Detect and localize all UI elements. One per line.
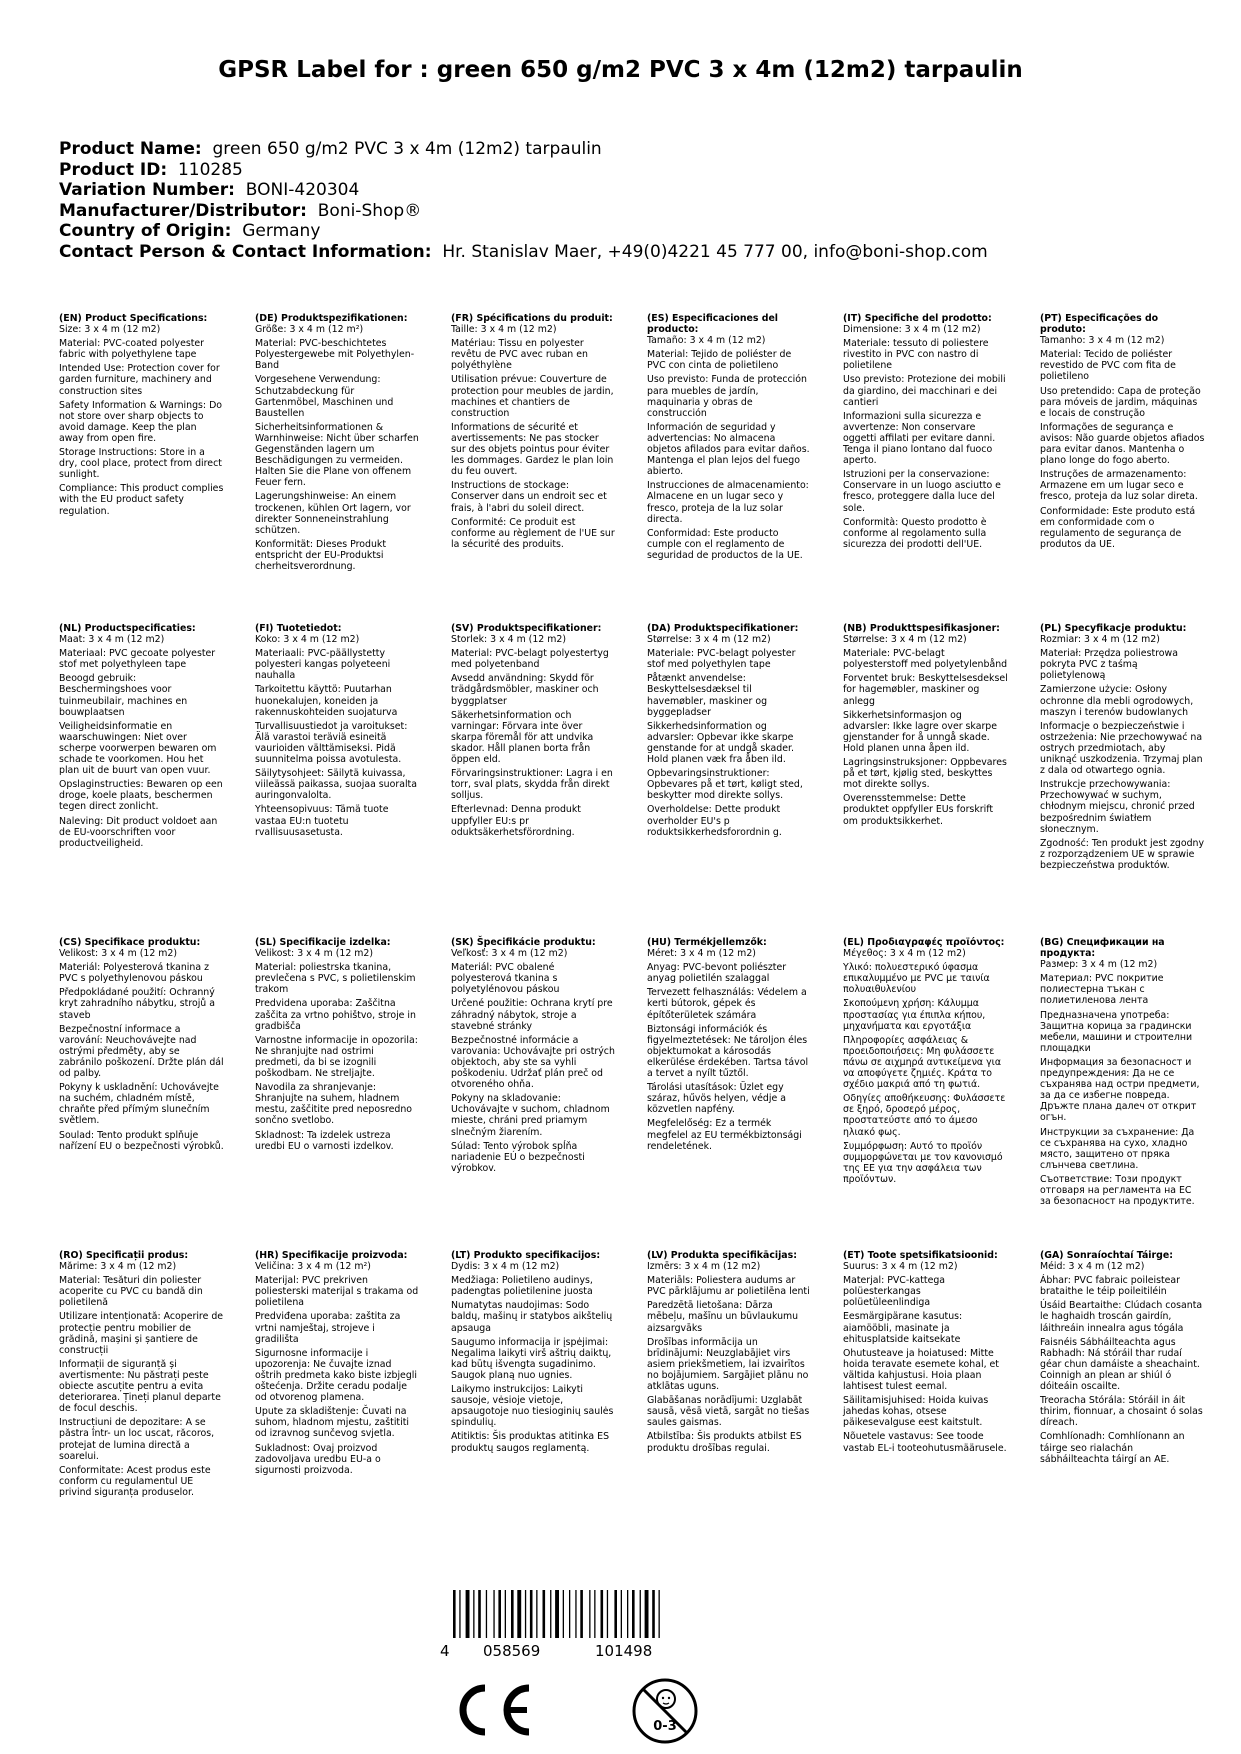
- spec-paragraph: Säkerhetsinformation och varningar: Förvara inte över skarpa föremål för att undvika skador. Håll planen borta från öppen eld.: [451, 709, 594, 766]
- spec-paragraph: Naleving: Dit product voldoet aan de EU-voorschriften voor productveiligheid.: [59, 815, 218, 849]
- spec-paragraph: Saugumo informacija ir įspėjimai: Negalima laikyti virš aštrių daiktų, kad būtų išvengta sugadinimo. Saugok planą nuo ugnies.: [451, 1336, 612, 1381]
- barcode-bar: [536, 1590, 537, 1638]
- spec-paragraph: Ohutusteave ja hoiatused: Mitte hoida teravate esemete kohal, et vältida kahjustusi. Hoia plaan lahtisest tulest eemal.: [843, 1347, 999, 1393]
- spec-paragraph: Materiaali: PVC-päällystetty polyesteri kangas polyeteeni nauhalla: [255, 648, 391, 682]
- spec-paragraph: Materiál: Polyesterová tkanina z PVC s polyethylenovou páskou: [59, 962, 210, 985]
- spec-paragraph: Veiligheidsinformatie en waarschuwingen: Niet over scherpe voorwerpen bewaren om schade te voorkomen. Hou het plan uit de buurt van open vuur.: [59, 720, 217, 777]
- spec-paragraph: Drošības informācija un brīdinājumi: Neuzglabājiet virs asiem priekšmetiem, lai izvairītos no bojājumiem. Sargājiet plānu no atklātas uguns.: [647, 1336, 809, 1393]
- spec-paragraph: Opbevaringsinstruktioner: Opbevares på et tørt, køligt sted, beskytter mod direkte sollys.: [647, 768, 803, 802]
- spec-paragraph: Materiale: PVC-belagt polyester stof med polyethylen tape: [647, 648, 796, 671]
- spec-heading: (HU) Termékjellemzők:: [647, 937, 767, 948]
- spec-paragraph: Koko: 3 x 4 m (12 m2): [255, 634, 360, 646]
- spec-block: [647, 313, 812, 564]
- spec-paragraph: Materiale: PVC-belagt polyesterstoff med polyetylenbånd: [843, 648, 1008, 671]
- barcode-bar: [652, 1590, 655, 1638]
- spec-paragraph: Информация за безопасност и предупреждения: Да не се съхранява над остри предмети, за да се избегне повреда. Дръжте плана далеч от открит огън.: [1040, 1056, 1200, 1124]
- spec-paragraph: Материал: PVC покритие полиестерна тъкан с полиетиленова лента: [1040, 973, 1164, 1007]
- spec-block: [1040, 313, 1205, 553]
- spec-paragraph: Súlad: Tento výrobok spĺňa nariadenie EÚ o bezpečnosti výrobkov.: [451, 1140, 585, 1174]
- spec-paragraph: Zgodność: Ten produkt jest zgodny z rozporządzeniem UE w sprawie bezpieczeństwa produktów.: [1040, 837, 1205, 871]
- spec-paragraph: Biztonsági információk és figyelmeztetések: Ne tároljon éles objektumokat a károsodás elkerülése érdekében. Tartsa távol a tervet a nyílt tűztől.: [647, 1023, 809, 1080]
- spec-paragraph: Material: Tejido de poliéster de PVC con cinta de polietileno: [647, 349, 792, 372]
- spec-paragraph: Numatytas naudojimas: Sodo baldų, mašinų ir statybos aikštelių apsauga: [451, 1300, 613, 1334]
- spec-paragraph: Skladnost: Ta izdelek ustreza uredbi EU o varnosti izdelkov.: [255, 1129, 394, 1152]
- spec-paragraph: Vorgesehene Verwendung: Schutzabdeckung für Gartenmöbel, Maschinen und Baustellen: [255, 374, 394, 419]
- info-variation-number: Variation Number: BONI-420304: [59, 180, 360, 200]
- spec-paragraph: Turvallisuustiedot ja varoitukset: Älä varastoi teräviä esineitä vaurioiden välttämiseksi. Pidä suunnitelma poissa avotulesta.: [255, 720, 408, 766]
- spec-paragraph: Bezpečnostné informácie a varovania: Uchovávajte pri ostrých objektoch, aby ste sa vyhli poškodeniu. Udržať plán preč od otvoreného ohňa.: [451, 1034, 615, 1091]
- spec-paragraph: Material: Tesături din poliester acoperite cu PVC cu bandă din polietilenă: [59, 1275, 203, 1309]
- spec-paragraph: Predviđena uporaba: zaštita za vrtni namještaj, strojeve i gradilišta: [255, 1311, 401, 1345]
- spec-paragraph: Storage Instructions: Store in a dry, cool place, protect from direct sunlight.: [59, 447, 222, 481]
- barcode-bar: [659, 1590, 660, 1638]
- spec-paragraph: Opslaginstructies: Bewaren op een droge, koele plaats, beschermen tegen direct zonlicht.: [59, 779, 223, 813]
- age-warning-icon: [630, 1676, 700, 1746]
- spec-paragraph: Materiał: Przędza poliestrowa pokryta PVC z taśmą polietylenową: [1040, 648, 1178, 682]
- spec-block: [255, 313, 420, 575]
- spec-paragraph: Υλικό: πολυεστερικό ύφασμα επικαλυμμένο με PVC με ταινία πολυαιθυλενίου: [843, 962, 990, 996]
- spec-paragraph: Anyag: PVC-bevont poliészter anyag polietilén szalaggal: [647, 962, 787, 985]
- spec-paragraph: Размер: 3 x 4 m (12 m2): [1040, 959, 1158, 971]
- spec-heading: (PT) Especificações do produto:: [1040, 313, 1159, 336]
- spec-paragraph: Σκοπούμενη χρήση: Κάλυμμα προστασίας για έπιπλα κήπου, μηχανήματα και εργοτάξια: [843, 998, 986, 1032]
- spec-block: [1040, 1250, 1205, 1468]
- spec-block: [59, 313, 224, 520]
- info-product-name: Product Name: green 650 g/m2 PVC 3 x 4m (12m2) tarpaulin: [59, 139, 602, 159]
- barcode-digit-first: 4: [440, 1642, 450, 1660]
- spec-heading: (HR) Specifikacije proizvoda:: [255, 1250, 408, 1261]
- age-warning-label: 0-3: [653, 1719, 677, 1734]
- spec-paragraph: Conformità: Questo prodotto è conforme al regolamento sulla sicurezza dei prodotti dell'UE.: [843, 516, 987, 550]
- spec-paragraph: Varnostne informacije in opozorila: Ne shranjujte nad ostrimi predmeti, da bi se izognili poškodbam. Ne streljajte.: [255, 1034, 418, 1080]
- spec-paragraph: Sigurnosne informacije i upozorenja: Ne čuvajte iznad oštrih predmeta kako biste izbjegli oštećenja. Držite ceradu podalje od otvorenog plamena.: [255, 1347, 417, 1404]
- spec-paragraph: Material: Tecido de poliéster revestido de PVC com fita de polietileno: [1040, 349, 1176, 383]
- barcode-bar: [569, 1590, 570, 1638]
- spec-block: [59, 623, 224, 852]
- spec-heading: (SV) Produktspecifikationer:: [451, 623, 602, 634]
- info-contact: Contact Person & Contact Information: Hr. Stanislav Maer, +49(0)4221 45 777 00, info@boni-shop.com: [59, 241, 988, 262]
- spec-paragraph: Veľkosť: 3 x 4 m (12 m2): [451, 948, 568, 960]
- spec-paragraph: Treoracha Stórála: Stóráil in áit thirim, fionnuar, a chosaint ó solas díreach.: [1040, 1395, 1203, 1429]
- barcode-bar: [459, 1590, 460, 1638]
- spec-paragraph: Инструкции за съхранение: Да се съхранява на сухо, хладно място, защитено от пряка слънчева светлина.: [1040, 1126, 1195, 1171]
- spec-paragraph: Faisnéis Sábháilteachta agus Rabhadh: Ná stóráil thar rudaí géar chun damáiste a sheachaint. Coinnigh an plean ar shiúl ó dóiteáin oscailte.: [1040, 1336, 1200, 1393]
- spec-paragraph: Ábhar: PVC fabraic poileistear brataithe le téip poileitiléin: [1040, 1275, 1181, 1298]
- barcode-bar: [632, 1590, 635, 1638]
- spec-block: [843, 623, 1008, 830]
- spec-paragraph: Upute za skladištenje: Čuvati na suhom, hladnom mjestu, zaštititi od izravnog sunčevog svjetla.: [255, 1406, 409, 1440]
- spec-paragraph: Konformität: Dieses Produkt entspricht der EU-Produktsi cherheitsverordnung.: [255, 538, 387, 572]
- product-info: [59, 139, 988, 262]
- spec-paragraph: Conformidad: Este producto cumple con el reglamento de seguridad de productos de la UE.: [647, 527, 803, 561]
- spec-paragraph: Glabāšanas norādījumi: Uzglabāt sausā, vēsā vietā, sargāt no tiešas saules gaismas.: [647, 1395, 810, 1429]
- ce-mark-icon: [455, 1682, 535, 1738]
- spec-paragraph: Conformitate: Acest produs este conform cu regulamentul UE privind siguranța produselor.: [59, 1464, 211, 1498]
- spec-paragraph: Μέγεθος: 3 x 4 m (12 m2): [843, 948, 966, 960]
- spec-paragraph: Suurus: 3 x 4 m (12 m2): [843, 1261, 958, 1273]
- spec-paragraph: Tárolási utasítások: Üzlet egy száraz, hűvös helyen, védje a közvetlen napfény.: [647, 1082, 786, 1116]
- spec-heading: (LT) Produkto specifikacijos:: [451, 1250, 601, 1261]
- barcode-bar: [555, 1590, 559, 1638]
- spec-paragraph: Sikkerhedsinformation og advarsler: Opbevar ikke skarpe genstande for at undgå skader. Hold planen væk fra åben ild.: [647, 720, 794, 766]
- spec-heading: (SK) Špecifikácie produktu:: [451, 937, 596, 948]
- spec-paragraph: Größe: 3 x 4 m (12 m²): [255, 324, 364, 336]
- spec-paragraph: Safety Information & Warnings: Do not store over sharp objects to avoid damage. Keep the plan away from open fire.: [59, 399, 223, 444]
- spec-paragraph: Efterlevnad: Denna produkt uppfyller EU:s pr oduktsäkerhetsförordning.: [451, 804, 581, 838]
- barcode-bar: [580, 1590, 583, 1638]
- spec-block: [255, 1250, 420, 1479]
- spec-paragraph: Uso pretendido: Capa de proteção para móveis de jardim, máquinas e locais de construção: [1040, 385, 1201, 419]
- spec-heading: (IT) Specifiche del prodotto:: [843, 313, 992, 324]
- spec-paragraph: Predvidena uporaba: Zaščitna zaščita za vrtno pohištvo, stroje in gradbišča: [255, 998, 416, 1032]
- spec-paragraph: Avsedd användning: Skydd för trädgårdsmöbler, maskiner och byggplatser: [451, 673, 599, 707]
- spec-paragraph: Instruções de armazenamento: Armazene em um lugar seco e fresco, proteja da luz solar direta.: [1040, 469, 1198, 503]
- spec-paragraph: Navodila za shranjevanje: Shranjujte na suhem, hladnem mestu, zaščitite pred neposredno sončno svetlobo.: [255, 1082, 412, 1127]
- spec-paragraph: Compliance: This product complies with the EU product safety regulation.: [59, 483, 224, 517]
- info-manufacturer: Manufacturer/Distributor: Boni-Shop®: [59, 200, 422, 221]
- spec-block: [451, 623, 616, 841]
- spec-paragraph: Pokyny k uskladnění: Uchovávejte na suchém, chladném místě, chraňte před přímým slunečním světlem.: [59, 1082, 219, 1127]
- spec-paragraph: Materiale: tessuto di poliestere rivestito in PVC con nastro di polietilene: [843, 338, 989, 372]
- spec-paragraph: Material: poliestrska tkanina, prevlečena s PVC, s polietilenskim trakom: [255, 962, 416, 996]
- spec-block: [843, 937, 1008, 1188]
- barcode-bar: [640, 1590, 641, 1638]
- spec-paragraph: Méid: 3 x 4 m (12 m2): [1040, 1261, 1145, 1273]
- spec-paragraph: Instrucciones de almacenamiento: Almacene en un lugar seco y fresco, proteja de la luz solar directa.: [647, 480, 809, 525]
- spec-paragraph: Intended Use: Protection cover for garden furniture, machinery and construction sites: [59, 363, 220, 397]
- spec-paragraph: Съответствие: Този продукт отговаря на регламента на ЕС за безопасност на продуктите.: [1040, 1173, 1195, 1208]
- spec-paragraph: Instructions de stockage: Conserver dans un endroit sec et frais, à l'abri du soleil direct.: [451, 480, 607, 514]
- spec-paragraph: Forventet bruk: Beskyttelsesdeksel for hagemøbler, maskiner og anlegg: [843, 673, 1008, 707]
- spec-heading: (FR) Spécifications du produit:: [451, 313, 613, 324]
- spec-paragraph: Materiaal: PVC gecoate polyester stof met polyethyleen tape: [59, 648, 216, 671]
- spec-paragraph: Soulad: Tento produkt splňuje nařízení EU o bezpečnosti výrobků.: [59, 1129, 224, 1152]
- barcode-bar: [517, 1590, 521, 1638]
- spec-block: [1040, 623, 1205, 874]
- spec-paragraph: Yhteensopivuus: Tämä tuote vastaa EU:n tuotetu rvallisuusasetusta.: [255, 804, 389, 838]
- spec-paragraph: Megfelelőség: Ez a termék megfelel az EU termékbiztonsági rendeletének.: [647, 1118, 802, 1152]
- barcode-bar: [607, 1590, 608, 1638]
- spec-paragraph: Utilizare intenționată: Acoperire de protecție pentru mobilier de grădină, mașini și șantiere de construcții: [59, 1311, 224, 1356]
- spec-paragraph: Lagringsinstruksjoner: Oppbevares på et tørt, kjølig sted, beskyttes mot direkte sollys.: [843, 757, 1007, 791]
- spec-paragraph: Laikymo instrukcijos: Laikyti sausoje, vėsioje vietoje, apsaugotoje nuo tiesioginių saulės spindulių.: [451, 1384, 614, 1429]
- spec-paragraph: Предназначена употреба: Защитна корица за градински мебели, машини и строителни площадки: [1040, 1009, 1193, 1054]
- spec-paragraph: Nõuetele vastavus: See toode vastab EL-i tooteohutusmäärusele.: [843, 1431, 1007, 1454]
- spec-paragraph: Uso previsto: Funda de protección para muebles de jardín, maquinaria y obras de construcción: [647, 374, 807, 419]
- barcode-bar: [505, 1590, 506, 1638]
- spec-heading: (BG) Спецификации на продукта:: [1040, 937, 1165, 960]
- barcode-bar: [543, 1590, 546, 1638]
- spec-block: [59, 1250, 224, 1501]
- spec-paragraph: Atitiktis: Šis produktas atitinka ES produktų saugos reglamentą.: [451, 1431, 610, 1454]
- spec-paragraph: Méret: 3 x 4 m (12 m2): [647, 948, 756, 960]
- spec-heading: (PL) Specyfikacje produktu:: [1040, 623, 1187, 634]
- spec-paragraph: Veličina: 3 x 4 m (12 m²): [255, 1261, 371, 1273]
- spec-paragraph: Säilytysohjeet: Säilytä kuivassa, viileässä paikassa, suojaa suoralta auringonvalolta.: [255, 768, 417, 802]
- spec-heading: (EN) Product Specifications:: [59, 313, 208, 324]
- spec-heading: (SL) Specifikacije izdelka:: [255, 937, 391, 948]
- spec-block: [59, 937, 224, 1155]
- spec-paragraph: Material: PVC-beschichtetes Polyestergewebe mit Polyethylen-Band: [255, 338, 415, 372]
- spec-paragraph: Conformidade: Este produto está em conformidade com o regulamento de segurança de produtos da UE.: [1040, 505, 1196, 550]
- spec-paragraph: Materiāls: Poliestera audums ar PVC pārklājumu ar polietilēna lenti: [647, 1275, 810, 1298]
- barcode-bar: [563, 1590, 564, 1638]
- barcode-bar: [466, 1590, 470, 1638]
- spec-paragraph: Tamanho: 3 x 4 m (12 m2): [1040, 335, 1165, 347]
- spec-paragraph: Storlek: 3 x 4 m (12 m2): [451, 634, 567, 646]
- spec-paragraph: Medžiaga: Polietileno audinys, padengtas polietilenine juosta: [451, 1275, 593, 1298]
- spec-paragraph: Velikost: 3 x 4 m (12 m2): [59, 948, 178, 960]
- barcode-bar: [530, 1590, 533, 1638]
- spec-paragraph: Předpokládané použití: Ochranný kryt zahradního nábytku, strojů a staveb: [59, 987, 215, 1021]
- spec-paragraph: Informações de segurança e avisos: Não guarde objetos afiados para evitar danos. Mantenha o plano longe do fogo aberto.: [1040, 421, 1205, 467]
- spec-paragraph: Size: 3 x 4 m (12 m2): [59, 324, 161, 336]
- spec-paragraph: Pokyny na skladovanie: Uchovávajte v suchom, chladnom mieste, chráni pred priamym slnečným žiarením.: [451, 1093, 610, 1138]
- barcode-bar: [575, 1590, 576, 1638]
- spec-heading: (DE) Produktspezifikationen:: [255, 313, 408, 324]
- barcode-bar: [594, 1590, 595, 1638]
- spec-heading: (EL) Προδιαγραφές προϊόντος:: [843, 937, 1005, 948]
- spec-paragraph: Tamaño: 3 x 4 m (12 m2): [647, 335, 766, 347]
- page-title: GPSR Label for : green 650 g/m2 PVC 3 x 4m (12m2) tarpaulin: [218, 57, 1023, 83]
- spec-paragraph: Beoogd gebruik: Beschermingshoes voor tuinmeubilair, machines en bouwplaatsen: [59, 673, 188, 718]
- spec-paragraph: Rozmiar: 3 x 4 m (12 m2): [1040, 634, 1160, 646]
- spec-paragraph: Materijal: PVC prekriven poliesterski materijal s trakama od polietilena: [255, 1275, 419, 1309]
- barcode-bar: [589, 1590, 590, 1638]
- barcode-bar: [473, 1590, 474, 1638]
- spec-paragraph: Uso previsto: Protezione dei mobili da giardino, dei macchinari e dei cantieri: [843, 374, 1006, 408]
- spec-heading: (DA) Produktspecifikationer:: [647, 623, 799, 634]
- barcode-bar: [498, 1590, 501, 1638]
- spec-paragraph: Bezpečnostní informace a varování: Neuchovávejte nad ostrými předměty, aby se zabránilo poškození. Držte plán dál od palby.: [59, 1023, 224, 1080]
- spec-paragraph: Sukladnost: Ovaj proizvod zadovoljava uredbu EU-a o sigurnosti proizvoda.: [255, 1442, 381, 1476]
- spec-paragraph: Paredzētā lietošana: Dārza mēbeļu, mašīnu un būvlaukumu aizsargvāks: [647, 1300, 799, 1334]
- spec-paragraph: Tervezett felhasználás: Védelem a kerti bútorok, gépek és építőterületek számára: [647, 987, 807, 1021]
- barcode-bar: [627, 1590, 628, 1638]
- spec-heading: (GA) Sonraíochtaí Táirge:: [1040, 1250, 1173, 1261]
- spec-paragraph: Matériau: Tissu en polyester revêtu de PVC avec ruban en polyéthylène: [451, 338, 588, 372]
- spec-paragraph: Instrukcje przechowywania: Przechowywać w suchym, chłodnym miejscu, chronić przed bezpośrednim światłem słonecznym.: [1040, 779, 1195, 835]
- spec-paragraph: Lagerungshinweise: An einem trockenen, kühlen Ort lagern, vor direkter Sonneneinstrahlung schützen.: [255, 491, 411, 536]
- spec-heading: (FI) Tuotetiedot:: [255, 623, 342, 634]
- spec-block: [647, 623, 812, 841]
- spec-block: [451, 937, 616, 1177]
- barcode-bar: [614, 1590, 617, 1638]
- barcode-digits-left: 058569: [483, 1642, 541, 1660]
- spec-paragraph: Velikost: 3 x 4 m (12 m2): [255, 948, 374, 960]
- spec-paragraph: Material: PVC-coated polyester fabric with polyethylene tape: [59, 338, 205, 361]
- spec-paragraph: Utilisation prévue: Couverture de protection pour meubles de jardin, machines et chantiers de construction: [451, 374, 614, 419]
- spec-heading: (RO) Specificații produs:: [59, 1250, 189, 1261]
- barcode-bar: [645, 1590, 649, 1638]
- spec-paragraph: Istruzioni per la conservazione: Conservare in un luogo asciutto e fresco, proteggere dalla luce del sole.: [843, 469, 1001, 514]
- spec-paragraph: Συμμόρφωση: Αυτό το προϊόν συμμορφώνεται με τον κανονισμό της ΕΕ για την ασφάλεια των προϊόντων.: [843, 1140, 1003, 1185]
- spec-paragraph: Úsáid Beartaithe: Clúdach cosanta le haghaidh troscán gairdín, láithreáin innealra agus tógála: [1040, 1300, 1203, 1334]
- spec-block: [647, 937, 812, 1155]
- info-product-id: Product ID: 110285: [59, 159, 243, 180]
- spec-paragraph: Informații de siguranță și avertismente: Nu păstrați peste obiecte ascuțite pentru a evita deteriorarea. Țineți planul departe de focul deschis.: [59, 1358, 221, 1415]
- barcode-bars: [453, 1590, 703, 1638]
- spec-block: [843, 313, 1008, 553]
- spec-paragraph: Overholdelse: Dette produkt overholder EU's p roduktsikkerhedsforordnin g.: [647, 804, 782, 838]
- spec-paragraph: Información de seguridad y advertencias: No almacena objetos afilados para evitar daños. Mantenga el plan lejos del fuego abierto.: [647, 421, 810, 478]
- spec-paragraph: Οδηγίες αποθήκευσης: Φυλάσσετε σε ξηρό, δροσερό μέρος, προστατεύστε από το άμεσο ηλιακό φως.: [843, 1093, 1006, 1138]
- spec-heading: (ES) Especificaciones del producto:: [647, 313, 779, 336]
- spec-heading: (LV) Produkta specifikācijas:: [647, 1250, 797, 1261]
- spec-paragraph: Atbilstība: Šis produkts atbilst ES produktu drošības regulai.: [647, 1431, 802, 1454]
- spec-paragraph: Sicherheitsinformationen & Warnhinweise: Nicht über scharfen Gegenständen lagern um Beschädigungen zu vermeiden. Halten Sie die Plane von offenem Feuer fern.: [255, 421, 419, 489]
- spec-paragraph: Materjal: PVC-kattega polüesterkangas polüetüleenlindiga: [843, 1275, 946, 1309]
- spec-paragraph: Förvaringsinstruktioner: Lagra i en torr, sval plats, skydda från direkt solljus.: [451, 768, 613, 802]
- spec-block: [451, 1250, 616, 1457]
- barcode-bar: [478, 1590, 481, 1638]
- barcode: [440, 1590, 730, 1670]
- barcode-bar: [493, 1590, 494, 1638]
- spec-paragraph: Určené použitie: Ochrana krytí pre záhradný nábytok, stroje a stavebné stránky: [451, 998, 613, 1032]
- spec-paragraph: Størrelse: 3 x 4 m (12 m2): [647, 634, 771, 646]
- barcode-bar: [453, 1590, 456, 1638]
- spec-paragraph: Säilitamisjuhised: Hoida kuivas jahedas kohas, otsese päikesevalguse eest kaitstult.: [843, 1395, 989, 1429]
- spec-block: [451, 313, 616, 553]
- info-country-of-origin: Country of Origin: Germany: [59, 221, 321, 241]
- spec-paragraph: Izmērs: 3 x 4 m (12 m2): [647, 1261, 761, 1273]
- spec-paragraph: Zamierzone użycie: Osłony ochronne dla mebli ogrodowych, maszyn i terenów budowlanych: [1040, 684, 1194, 718]
- spec-paragraph: Material: PVC-belagt polyestertyg med polyetenband: [451, 648, 609, 671]
- spec-paragraph: Materiál: PVC obalené polyesterová tkanina s polyetylénovou páskou: [451, 962, 560, 996]
- spec-paragraph: Dydis: 3 x 4 m (12 m2): [451, 1261, 560, 1273]
- barcode-bar: [601, 1590, 604, 1638]
- spec-paragraph: Instrucțiuni de depozitare: A se păstra într- un loc uscat, răcoros, protejat de lumina directă a soarelui.: [59, 1417, 215, 1462]
- barcode-digits-right: 101498: [595, 1642, 653, 1660]
- barcode-bar: [550, 1590, 551, 1638]
- spec-paragraph: Conformité: Ce produit est conforme au règlement de l'UE sur la sécurité des produits.: [451, 516, 615, 550]
- spec-paragraph: Mărime: 3 x 4 m (12 m2): [59, 1261, 177, 1273]
- spec-block: [255, 623, 420, 841]
- spec-heading: (NB) Produkttspesifikasjoner:: [843, 623, 1000, 634]
- spec-block: [1040, 937, 1205, 1210]
- spec-block: [647, 1250, 812, 1457]
- barcode-bar: [486, 1590, 487, 1638]
- spec-block: [843, 1250, 1008, 1457]
- spec-paragraph: Sikkerhetsinformasjon og advarsler: Ikke lagre over skarpe gjenstander for å unngå skade. Hold planen unna åpen ild.: [843, 709, 998, 754]
- spec-heading: (ET) Toote spetsifikatsioonid:: [843, 1250, 998, 1261]
- spec-block: [255, 937, 420, 1155]
- spec-paragraph: Eesmärgipärane kasutus: aiamööbli, masinate ja ehitusplatside kaitsekate: [843, 1311, 963, 1345]
- spec-paragraph: Overensstemmelse: Dette produktet oppfyller EUs forskrift om produktsikkerhet.: [843, 793, 994, 827]
- spec-paragraph: Taille: 3 x 4 m (12 m2): [451, 324, 557, 336]
- spec-paragraph: Πληροφορίες ασφάλειας & προειδοποιήσεις: Μη φυλάσσετε πάνω σε αιχμηρά αντικείμενα για να αποφύγετε ζημιές. Κράτα το σχέδιο μακριά από τη φωτιά.: [843, 1034, 1001, 1091]
- spec-heading: (NL) Productspecificaties:: [59, 623, 196, 634]
- barcode-bar: [621, 1590, 622, 1638]
- spec-paragraph: Informations de sécurité et avertissements: Ne pas stocker sur des objets pointus pour éviter les dommages. Gardez le plan loin du feu ouvert.: [451, 421, 614, 478]
- spec-paragraph: Comhlíonadh: Comhlíonann an táirge seo rialachán sábháilteachta táirgí an AE.: [1040, 1431, 1185, 1465]
- spec-heading: (CS) Specifikace produktu:: [59, 937, 201, 948]
- barcode-bar: [525, 1590, 526, 1638]
- spec-paragraph: Informacje o bezpieczeństwie i ostrzeżenia: Nie przechowywać na ostrych przedmiotach, aby uniknąć uszkodzenia. Trzymaj plan z dala od otwartego ognia.: [1040, 720, 1203, 777]
- spec-paragraph: Størrelse: 3 x 4 m (12 m2): [843, 634, 967, 646]
- spec-paragraph: Maat: 3 x 4 m (12 m2): [59, 634, 165, 646]
- spec-paragraph: Påtænkt anvendelse: Beskyttelsesdæksel til havemøbler, maskiner og byggepladser: [647, 673, 768, 718]
- spec-paragraph: Tarkoitettu käyttö: Puutarhan huonekalujen, koneiden ja rakennuskohteiden suojaturva: [255, 684, 398, 718]
- barcode-bar: [511, 1590, 514, 1638]
- spec-paragraph: Informazioni sulla sicurezza e avvertenze: Non conservare oggetti affilati per evitare danni. Tenga il piano lontano dal fuoco aperto.: [843, 410, 996, 467]
- spec-paragraph: Dimensione: 3 x 4 m (12 m2): [843, 324, 981, 336]
